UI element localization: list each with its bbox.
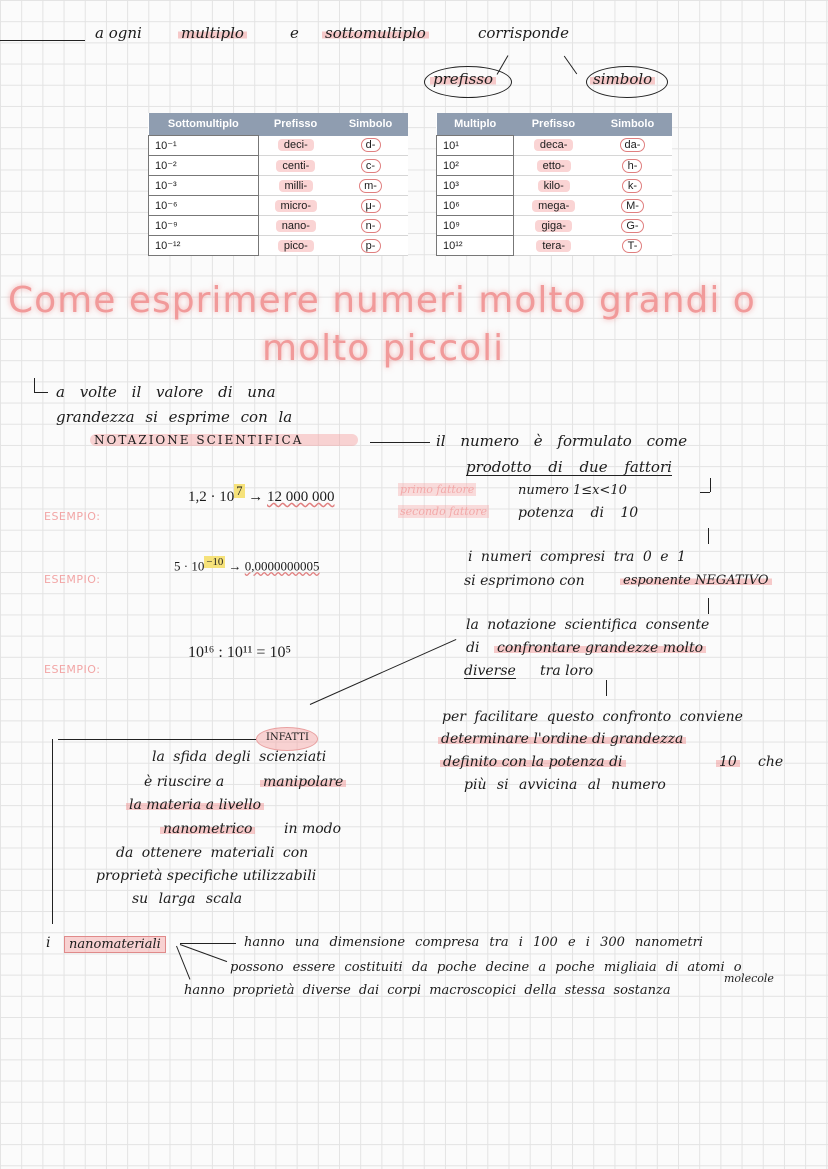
right-r2: prodotto di due fattori [466,458,672,476]
example-2-arrow: → [228,558,242,574]
right-r11: determinare l'ordine di grandezza [438,732,686,746]
infatti-label: INFATTI [266,732,309,743]
table-row [149,156,409,176]
prefix-text: etto- [537,160,571,172]
power-cell: 10⁻¹² [149,236,259,256]
example-1-arrow: → [248,489,264,505]
infatti-l6: proprietà specifiche utilizzabili [96,868,317,884]
header-text-multiplo: multiplo [178,26,247,41]
nano-i: i [46,935,51,951]
simbolo-label: simbolo [590,72,655,87]
infatti-l4b: in modo [284,821,342,837]
right-r12a: definito con la potenza di [440,755,626,769]
symbol-cell [333,196,408,216]
prefix-cell [258,176,333,196]
symbol-text: T- [622,239,642,253]
nano-b2extra: molecole [724,972,774,985]
sottomultipli-table [148,113,408,256]
power-cell: 10⁻⁶ [149,196,259,216]
col-header: Simbolo [593,113,672,136]
nano-b1: hanno una dimensione compresa tra i 100 e i 300 nanometri [244,935,703,950]
right-r6b: esponente NEGATIVO [620,574,772,587]
prefix-cell [514,196,593,216]
prefix-cell [258,196,333,216]
secondo-fattore-text: potenza di 10 [518,505,639,521]
prefix-text: mega- [532,200,575,212]
col-header: Prefisso [258,113,333,136]
symbol-cell [593,156,672,176]
symbol-text: G- [621,219,643,233]
prefix-text: giga- [535,220,571,232]
col-header: Simbolo [333,113,408,136]
table-row [437,136,673,156]
infatti-l5: da ottenere materiali con [116,845,309,861]
table-row [149,216,409,236]
col-header: Sottomultiplo [149,113,259,136]
nano-b2: possono essere costituiti da poche decine a poche migliaia di atomi o [230,960,742,975]
nano-b3: hanno proprietà diverse dai corpi macroscopici della stessa sostanza [184,983,671,998]
nano-branch3 [176,946,190,980]
table-row [149,176,409,196]
infatti-vertical [52,739,53,924]
multipli-table [436,113,672,256]
power-cell: 10³ [437,176,514,196]
symbol-text: m- [359,179,382,193]
symbol-cell [593,196,672,216]
symbol-text: M- [621,199,644,213]
table-row [149,236,409,256]
prefix-cell [514,236,593,256]
page-title-line2: molto piccoli [262,328,505,369]
right-r1: il numero è formulato come [436,432,688,450]
intro-bracket-h [34,392,48,393]
symbol-text: d- [361,138,381,152]
symbol-text: p- [361,239,381,253]
col-header: Prefisso [514,113,593,136]
prefix-text: pico- [278,240,314,252]
header-text-a: a ogni [95,24,142,42]
prefix-text: centi- [276,160,315,172]
power-cell: 10¹² [437,236,514,256]
prefix-text: micro- [275,200,318,212]
intro-bracket-v [34,378,35,392]
secondo-fattore-tag: secondo fattore [400,505,488,518]
symbol-cell [593,136,672,156]
prefix-text: deca- [534,139,574,151]
example-1-base: 1,2 · 10 [188,489,235,505]
right-r12b: 10 [716,755,740,769]
prefix-cell [514,176,593,196]
right-r9b: tra loro [540,663,594,679]
diagonal-connector [310,639,457,705]
power-cell: 10⁶ [437,196,514,216]
right-r5: i numeri compresi tra 0 e 1 [468,549,686,565]
branch-right [564,56,577,75]
prefix-text: milli- [279,180,314,192]
prefix-cell [258,236,333,256]
power-cell: 10⁻¹ [149,136,259,156]
example-1 [188,484,335,506]
header-text-corrisponde: corrisponde [478,24,570,42]
header-text-sottomultiplo: sottomultiplo [322,26,429,41]
primo-fattore-text: numero 1≤x<10 [518,483,627,498]
prefix-text: tera- [536,240,571,252]
symbol-cell [593,176,672,196]
intro-line2: grandezza si esprime con la [56,408,293,426]
prefix-text: kilo- [538,180,570,192]
nano-label: nanomateriali [64,936,166,953]
example-1-exp: 7 [236,484,243,498]
infatti-l4a: nanometrico [160,822,255,836]
table-row [437,216,673,236]
esempio-label-2: ESEMPIO: [44,573,101,586]
right-r10: per facilitare questo confronto conviene [442,709,743,725]
infatti-l7: su larga scala [132,891,243,907]
prefix-cell [514,136,593,156]
intro-line1: a volte il valore di una [56,383,276,401]
table-row [437,236,673,256]
symbol-text: h- [622,159,642,173]
infatti-connector [58,739,256,740]
infatti-l2a: è riuscire a [144,774,225,790]
right-r12c: che [758,754,784,770]
symbol-cell [593,236,672,256]
prefix-cell [258,156,333,176]
header-rule [0,40,85,41]
symbol-cell [333,216,408,236]
page-title-line1: Come esprimere numeri molto grandi o [8,280,756,321]
primo-fattore-tag: primo fattore [400,483,475,496]
example-2-exp: −10 [206,556,224,568]
prefix-text: nano- [276,220,316,232]
connector-v3 [606,680,607,696]
prefix-cell [514,216,593,236]
prefisso-label: prefisso [430,72,496,87]
example-3: 10¹⁶ : 10¹¹ = 10⁵ [188,644,292,661]
example-2-base: 5 · 10 [174,558,205,574]
example-2 [174,556,320,574]
prefix-cell [258,216,333,236]
right-r8a: di [466,640,480,656]
example-2-result: 0,0000000005 [244,558,320,574]
symbol-cell [333,136,408,156]
symbol-text: μ- [361,199,381,213]
prefix-cell [514,156,593,176]
primo-fattore-label [398,484,476,495]
nano-connector [180,943,236,944]
prefix-text: deci- [278,139,314,151]
right-r6a: si esprimono con [464,573,585,589]
power-cell: 10⁹ [437,216,514,236]
connector-notazione [370,442,430,443]
infatti-l1: la sfida degli scienziati [152,749,327,765]
col-header: Multiplo [437,113,514,136]
symbol-cell [333,236,408,256]
right-r13: più si avvicina al numero [464,777,666,793]
symbol-cell [593,216,672,236]
table-row [437,156,673,176]
symbol-cell [333,156,408,176]
notazione-scientifica: NOTAZIONE SCIENTIFICA [90,434,358,446]
symbol-text: c- [361,159,381,173]
bracket-right-v [710,478,711,492]
power-cell: 10⁻² [149,156,259,176]
example-1-result: 12 000 000 [267,489,335,505]
power-cell: 10² [437,156,514,176]
nano-branch2 [180,944,227,962]
symbol-cell [333,176,408,196]
header-text-e: e [290,24,299,42]
secondo-fattore-label [398,506,489,517]
infatti-l3: la materia a livello [126,798,264,812]
symbol-text: da- [620,138,646,152]
table-row [437,176,673,196]
right-r7: la notazione scientifica consente [466,617,710,633]
infatti-l2b: manipolare [260,775,346,789]
symbol-text: n- [361,219,381,233]
connector-v1 [708,528,709,544]
power-cell: 10⁻⁹ [149,216,259,236]
power-cell: 10⁻³ [149,176,259,196]
power-cell: 10¹ [437,136,514,156]
connector-v2 [708,598,709,614]
symbol-text: k- [622,179,642,193]
esempio-label-3: ESEMPIO: [44,663,101,676]
right-r8b: confrontare grandezze molto [494,641,706,655]
table-row [149,136,409,156]
esempio-label-1: ESEMPIO: [44,510,101,523]
right-r9a: diverse [464,663,516,679]
table-row [149,196,409,216]
table-row [437,196,673,216]
prefix-cell [258,136,333,156]
bracket-right-h [700,492,710,493]
